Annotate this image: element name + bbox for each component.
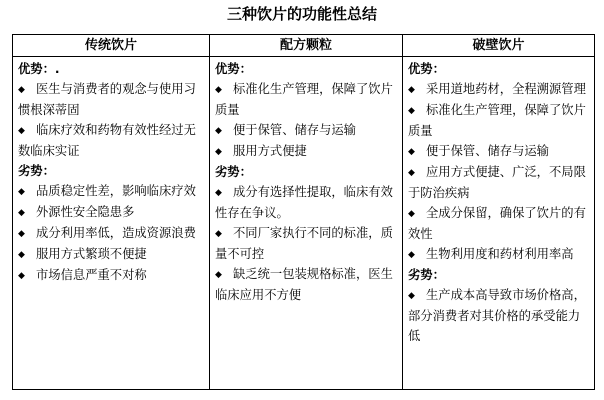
- list-item-text: 应用方式便捷、广泛，不局限于防治疾病: [408, 165, 586, 200]
- list-item: [408, 79, 590, 100]
- diamond-bullet-icon: ◆: [18, 250, 25, 260]
- list-item-text: 全成分保留，确保了饮片的有效性: [408, 206, 586, 241]
- diamond-bullet-icon: ◆: [408, 106, 415, 116]
- cell-broken-wall: [403, 57, 595, 390]
- list-item: [18, 202, 205, 223]
- list-item-text: 医生与消费者的观念与使用习惯根深蒂固: [18, 82, 196, 117]
- list-item: [408, 244, 590, 265]
- diamond-bullet-icon: ◆: [408, 168, 415, 178]
- diamond-bullet-icon: ◆: [215, 147, 222, 157]
- list-item-text: 标准化生产管理，保障了饮片质量: [215, 82, 393, 117]
- section-label: 劣势：: [408, 268, 445, 282]
- page-title: 三种饮片的功能性总结: [226, 5, 377, 23]
- list-item: [18, 244, 205, 265]
- diamond-bullet-icon: ◆: [215, 188, 222, 198]
- diamond-bullet-icon: ◆: [408, 147, 415, 157]
- list-item-text: 市场信息严重不对称: [36, 268, 147, 282]
- diamond-bullet-icon: ◆: [18, 187, 25, 197]
- table-header-row: [13, 35, 595, 57]
- list-item: [215, 79, 398, 120]
- list-item-text: 标准化生产管理，保障了饮片质量: [408, 103, 586, 138]
- list-item-text: 成分利用率低，造成资源浪费: [36, 226, 196, 240]
- list-item-text: 临床疗效和药物有效性经过无数临床实证: [18, 123, 196, 158]
- diamond-bullet-icon: ◆: [215, 85, 222, 95]
- section-label: 优势：: [408, 62, 445, 76]
- diamond-bullet-icon: ◆: [215, 270, 222, 280]
- list-item: [18, 223, 205, 244]
- cell-traditional: [13, 57, 210, 390]
- section-label: 优势：: [215, 62, 252, 76]
- diamond-bullet-icon: ◆: [408, 209, 415, 219]
- list-item-text: 成分有选择性提取，临床有效性存在争议。: [215, 185, 393, 220]
- list-item-text: 便于保管、储存与运输: [426, 144, 549, 158]
- list-item: [408, 141, 590, 162]
- list-item-text: 品质稳定性差，影响临床疗效: [36, 184, 196, 198]
- diamond-bullet-icon: ◆: [18, 85, 25, 95]
- table-row: [13, 57, 595, 390]
- list-item: [215, 264, 398, 305]
- list-item-text: 缺乏统一包装规格标准，医生临床应用不方便: [215, 267, 393, 302]
- list-item: [18, 79, 205, 120]
- column-header-formula: 配方颗粒: [210, 35, 403, 57]
- diamond-bullet-icon: ◆: [408, 250, 415, 260]
- list-item: [215, 141, 398, 162]
- section-label: 劣势：: [18, 164, 55, 178]
- list-item-text: 不同厂家执行不同的标准，质量不可控: [215, 226, 393, 261]
- cell-formula: [210, 57, 403, 390]
- diamond-bullet-icon: ◆: [18, 271, 25, 281]
- list-item: [215, 182, 398, 223]
- list-item: [215, 223, 398, 264]
- comparison-table: [12, 34, 595, 390]
- diamond-bullet-icon: ◆: [215, 126, 222, 136]
- list-item: [408, 203, 590, 244]
- column-header-traditional: 传统饮片: [13, 35, 210, 57]
- section-label: 劣势：: [215, 165, 252, 179]
- list-item-text: 外源性安全隐患多: [36, 205, 135, 219]
- list-item: [18, 181, 205, 202]
- section-label: 优势：.: [18, 62, 60, 76]
- list-item-text: 采用道地药材，全程溯源管理: [426, 82, 586, 96]
- list-item: [408, 285, 590, 346]
- list-item-text: 服用方式繁琐不便捷: [36, 247, 147, 261]
- column-header-broken-wall: 破壁饮片: [403, 35, 595, 57]
- diamond-bullet-icon: ◆: [215, 229, 222, 239]
- list-item-text: 服用方式便捷: [233, 144, 307, 158]
- list-item-text: 便于保管、储存与运输: [233, 123, 356, 137]
- diamond-bullet-icon: ◆: [408, 291, 415, 301]
- list-item: [18, 120, 205, 161]
- list-item: [408, 162, 590, 203]
- list-item-text: 生产成本高导致市场价格高，部分消费者对其价格的承受能力低: [408, 288, 586, 343]
- diamond-bullet-icon: ◆: [18, 208, 25, 218]
- list-item-text: 生物利用度和药材利用率高: [426, 247, 574, 261]
- diamond-bullet-icon: ◆: [18, 229, 25, 239]
- diamond-bullet-icon: ◆: [18, 126, 25, 136]
- list-item: [408, 100, 590, 141]
- diamond-bullet-icon: ◆: [408, 85, 415, 95]
- list-item: [18, 265, 205, 286]
- list-item: [215, 120, 398, 141]
